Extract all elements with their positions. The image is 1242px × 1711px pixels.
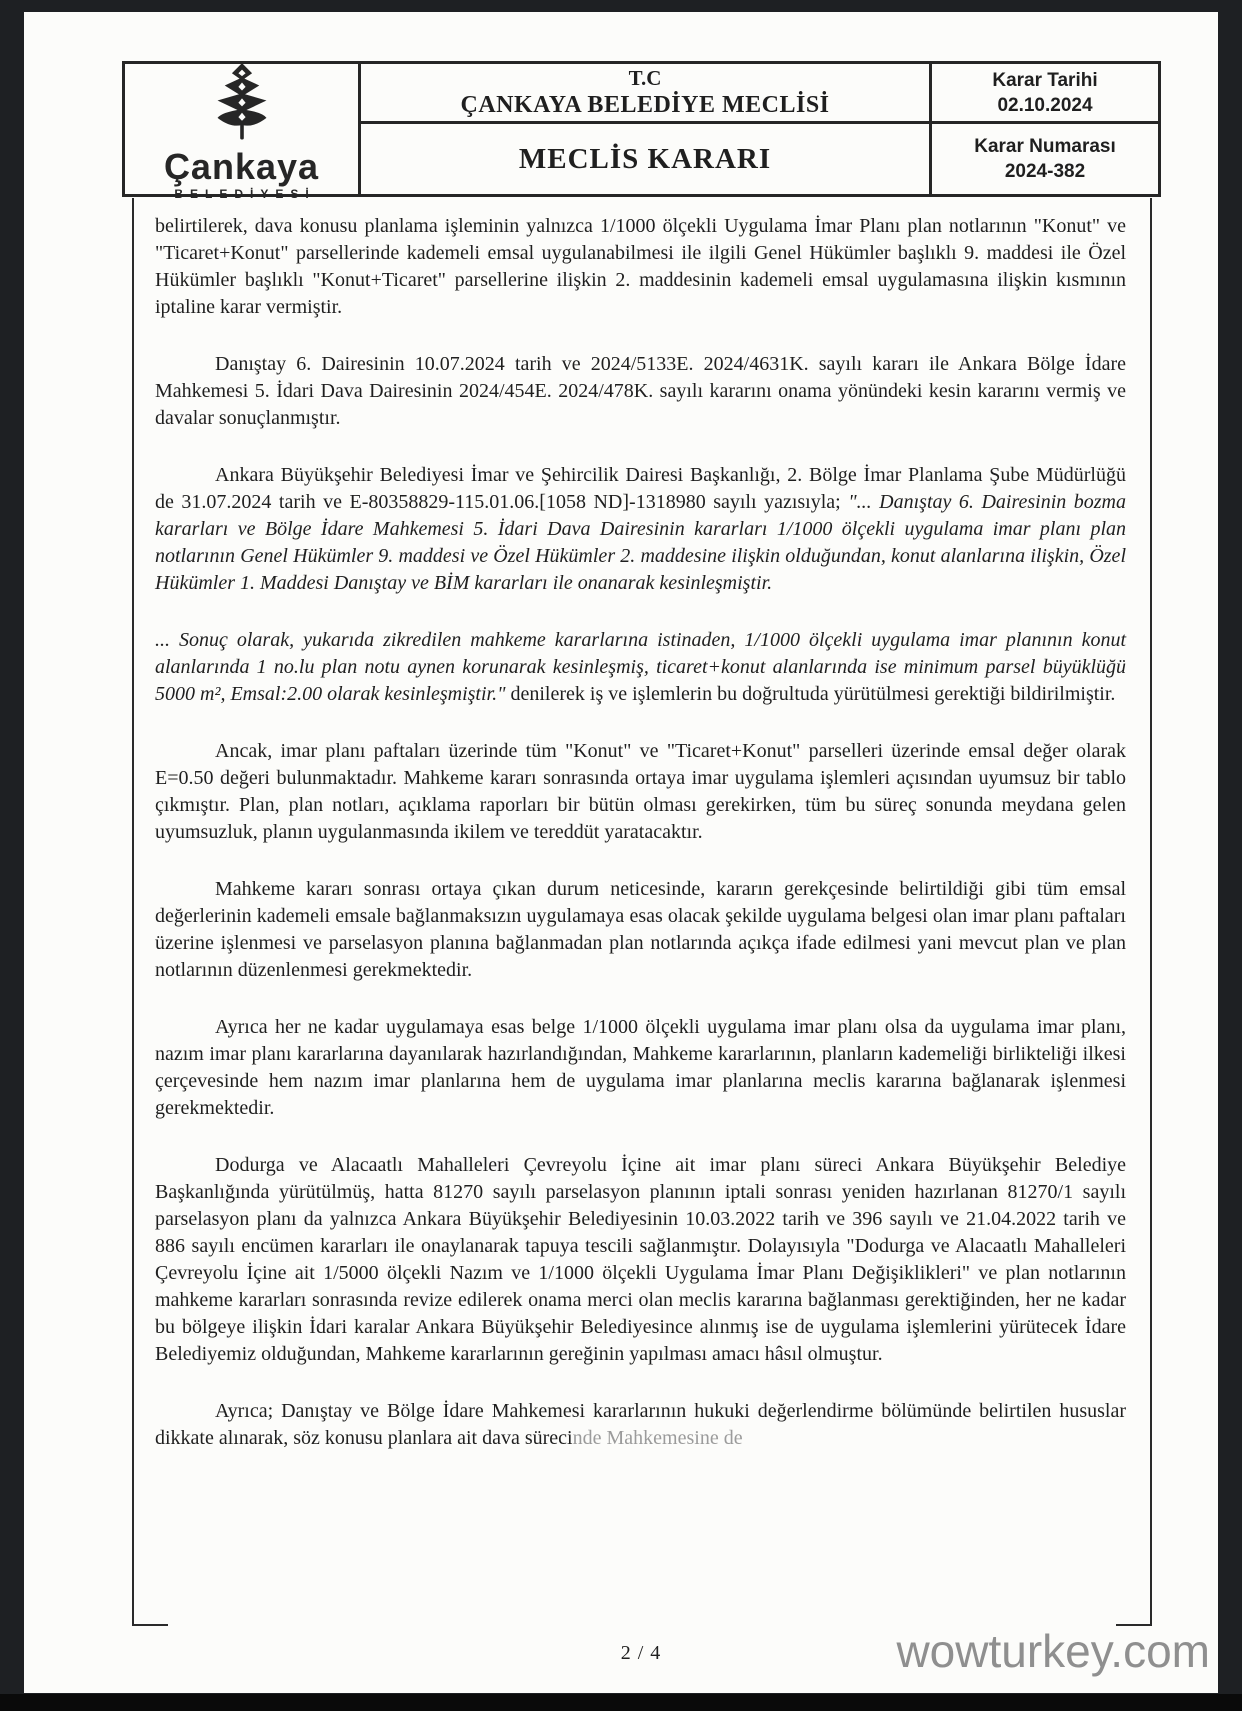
- text-segment: Ayrıca; Danıştay ve Bölge İdare Mahkemesi kararlarının hukuki değerlendirme bölümünde belirtilen hususlar dikkate alınarak, söz konusu planlara ait dava süreci: [155, 1400, 1126, 1449]
- text-segment: denilerek iş ve işlemlerin bu doğrultuda yürütülmesi gerektiği bildirilmiştir.: [510, 683, 1116, 705]
- paragraph-9: [155, 1398, 1126, 1452]
- paragraph-4: [155, 627, 1126, 708]
- quoted-text-segment: ... Sonuç olarak, yukarıda zikredilen mahkeme kararlarına istinaden, 1/1000 ölçekli uygulama imar planının konut alanlarında 1 no.lu plan notu aynen korunarak kesinleşmiş, ticaret+konut alanlarında ise minimum parsel büyüklüğü 5000 m², Emsal:2.00 olarak kesinleşmiştir.": [155, 629, 1126, 705]
- poplar-leaf-emblem-icon: [206, 61, 278, 148]
- text-segment: Ancak, imar planı paftaları üzerinde tüm "Konut" ve "Ticaret+Konut" parselleri üzerinde emsal değer olarak E=0.50 değeri bulunmaktadır. Mahkeme kararı sonrasında ortaya imar uygulama işlemleri açısından uyumsuz bir tablo çıkmıştır. Plan, plan notları, açıklama raporları bir bütün olması gerekirken, tüm bu süreç sonunda meydana gelen uyumsuzluk, planın uygulanmasında ikilem ve tereddüt yaratacaktır.: [155, 740, 1126, 843]
- text-segment: Dodurga ve Alacaatlı Mahalleleri Çevreyolu İçine ait imar planı süreci Ankara Büyükşehir Belediye Başkanlığında yürütülmüş, hatta 81270 sayılı parselasyon planının iptali sonrası yeniden hazırlanan 81270/1 sayılı parselasyon planı da yalnızca Ankara Büyükşehir Belediyesinin 10.03.2022 tarih ve 396 sayılı ve 21.04.2022 tarih ve 886 sayılı encümen kararları ile onaylanarak tapuya tescili sağlanmıştır. Dolayısıyla "Dodurga ve Alacaatlı Mahalleleri Çevreyolu İçine ait 1/5000 ölçekli Nazım ve 1/1000 ölçekli Uygulama İmar Planı Değişiklikleri" ve plan notlarının mahkeme kararları sonrasında revize edilerek onama merci olan meclis kararına bağlanması gerektiğinden, her ne kadar bu bölgeye ilişkin İdari karalar Ankara Büyükşehir Belediyesince alınmış ise de uygulama işlemlerini yürütecek İdare Belediyemiz olduğundan, Mahkeme kararlarının gereğinin yapılması amacı hâsıl olmuştur.: [155, 1154, 1126, 1365]
- paragraph-5: [155, 738, 1126, 846]
- scan-bottom-edge: [0, 1694, 1242, 1711]
- paragraph-2: [155, 351, 1126, 432]
- faded-text-segment: nde Mahkemesine de: [572, 1427, 743, 1449]
- text-segment: Ayrıca her ne kadar uygulamaya esas belge 1/1000 ölçekli uygulama imar planı olsa da uygulama imar planı, nazım imar planı kararlarına dayanılarak hazırlandığından, Mahkeme kararlarının, planların kademeliği birlikteliği ilkesi çerçevesinde hem nazım imar planlarına hem de uygulama imar planlarına meclis kararına bağlanarak işlenmesi gerekmektedir.: [155, 1016, 1126, 1119]
- decision-number-cell: [932, 124, 1158, 194]
- decision-number-label: Karar Numarası: [974, 136, 1116, 157]
- document-page: [24, 12, 1218, 1693]
- quoted-text-segment: "... Danıştay 6. Dairesinin bozma kararları ve Bölge İdare Mahkemesi 5. İdari Dava Dairesinin kararları 1/1000 ölçekli uygulama imar planı plan notlarının Genel Hükümler 9. maddesi ve Özel Hükümler 2. maddesine ilişkin olduğundan, konut alanlarına ilişkin, Özel Hükümler 1. Maddesi Danıştay ve BİM kararları ile onanarak kesinleşmiştir.: [155, 491, 1127, 594]
- council-name: ÇANKAYA BELEDİYE MECLİSİ: [460, 92, 830, 118]
- text-segment: Ankara Büyükşehir Belediyesi İmar ve Şehircilik Dairesi Başkanlığı, 2. Bölge İmar Planlama Şube Müdürlüğü de 31.07.2024 tarih ve E-80358829-115.01.06.[1058 ND]-1318980 sayılı yazısıyla;: [155, 464, 1126, 513]
- header-table: [122, 61, 1161, 201]
- decision-body: [134, 198, 1150, 1452]
- text-segment: Mahkeme kararı sonrası ortaya çıkan durum neticesinde, kararın gerekçesinde belirtildiği gibi tüm emsal değerlerinin kademeli emsale bağlanmaksızın uygulamaya esas olacak şekilde uygulama belgesi olan imar planı paftaları üzerine işlenmesi ve parselasyon planına bağlanmadan plan notlarında açıkça ifade edilmesi yani mevcut plan ve plan notlarının düzenlenmesi gerekmektedir.: [155, 878, 1126, 981]
- document-type-cell: [361, 124, 932, 194]
- text-segment: Danıştay 6. Dairesinin 10.07.2024 tarih ve 2024/5133E. 2024/4631K. sayılı kararı ile Ankara Bölge İdare Mahkemesi 5. İdari Dava Dairesinin 2024/454E. 2024/478K. sayılı kararını onama yönündeki kesin kararını vermiş ve davalar sonuçlanmıştır.: [155, 353, 1126, 429]
- municipality-logo: [125, 64, 361, 201]
- header-title-cell: [361, 64, 932, 124]
- watermark: wowturkey.com: [896, 1625, 1210, 1677]
- logo-subtitle: BELEDİYESİ: [174, 187, 316, 201]
- paragraph-8: [155, 1152, 1126, 1368]
- decision-date-label: Karar Tarihi: [992, 69, 1098, 91]
- frame-bottom-left-corner: [132, 1624, 168, 1626]
- decision-number-value: 2024-382: [1004, 161, 1086, 182]
- document-type-title: MECLİS KARARI: [518, 142, 772, 175]
- republic-abbreviation: T.C: [628, 66, 662, 90]
- logo-wordmark: Çankaya: [163, 146, 320, 187]
- decision-date-cell: [932, 64, 1158, 124]
- decision-text-frame: [132, 198, 1152, 1624]
- paragraph-6: [155, 876, 1126, 984]
- paragraph-1: [155, 213, 1126, 321]
- decision-date-value: 02.10.2024: [997, 94, 1093, 116]
- page-number: 2 / 4: [620, 1642, 662, 1664]
- text-segment: belirtilerek, dava konusu planlama işleminin yalnızca 1/1000 ölçekli Uygulama İmar Planı plan notlarının "Konut" ve "Ticaret+Konut" parsellerinde kademeli emsal uygulanabilmesi ile ilgili Genel Hükümler başlıklı 9. maddesi ile Özel Hükümler başlıklı "Konut+Ticaret" parsellerine ilişkin 2. maddesinin kademeli emsal uygulamasına ilişkin kısmının iptaline karar vermiştir.: [155, 215, 1126, 318]
- paragraph-3: [155, 462, 1126, 597]
- paragraph-7: [155, 1014, 1126, 1122]
